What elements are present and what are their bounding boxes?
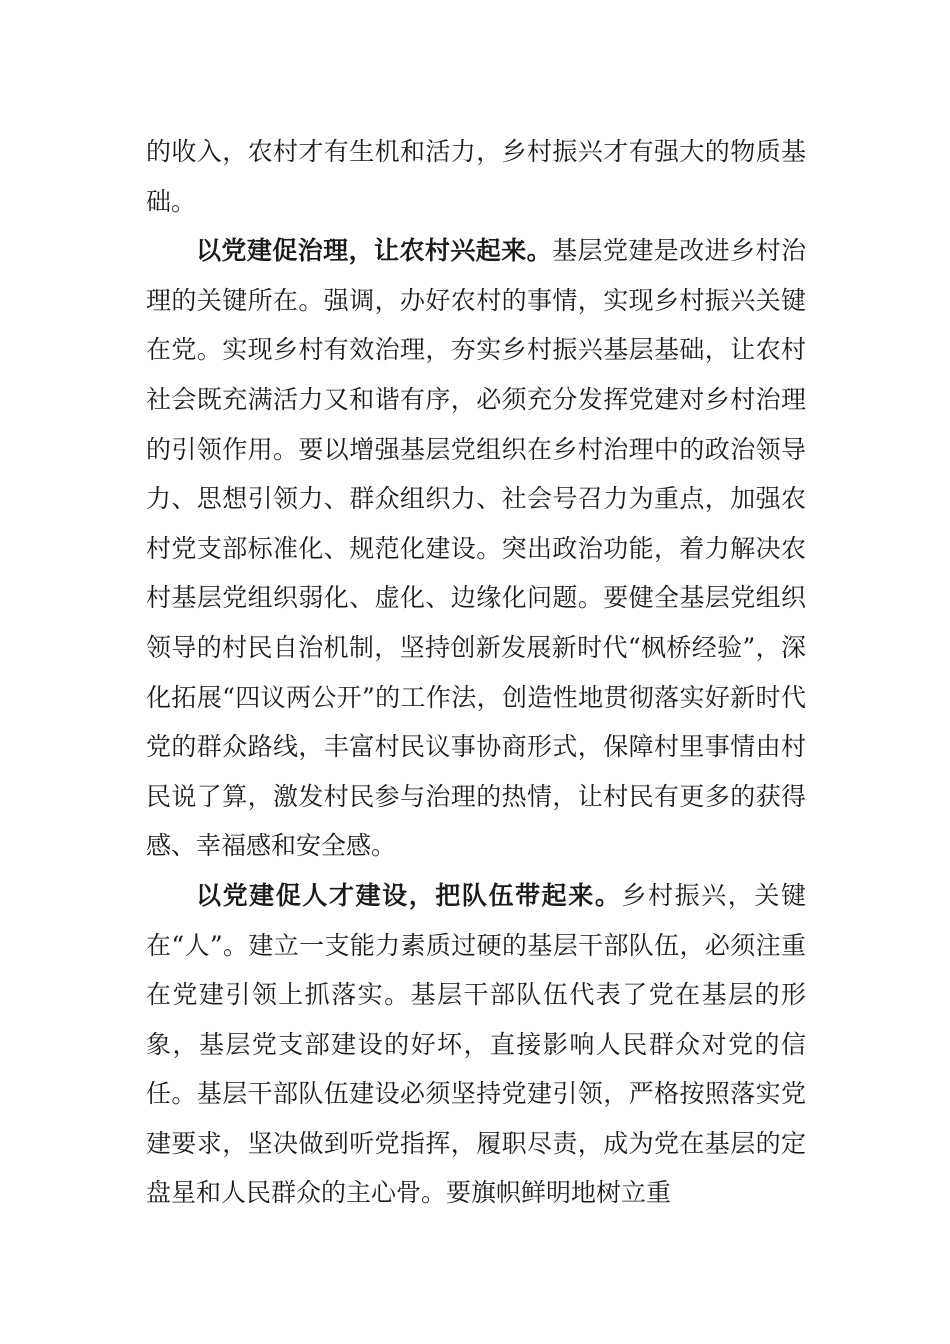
paragraph-text: 基层党建是改进乡村治理的关键所在。强调，办好农村的事情，实现乡村振兴关键在党。实现乡村有效治理，夯实乡村振兴基层基础，让农村社会既充满活力又和谐有序，必须充分发挥党建对乡村治理的引领作用。要以增强基层党组织在乡村治理中的政治领导力、思想引领力、群众组织力、社会号召力为重点，加强农村党支部标准化、规范化建设。突出政治功能，着力解决农村基层党组织弱化、虚化、边缘化问题。要健全基层党组织领导的村民自治机制，坚持创新发展新时代“枫桥经验”，深化拓展“四议两公开”的工作法，创造性地贯彻落实好新时代党的群众路线，丰富村民议事协商形式，保障村里事情由村民说了算，激发村民参与治理的热情，让村民有更多的获得感、幸福感和安全感。 bbox=[146, 236, 806, 861]
paragraph-talent bbox=[146, 871, 806, 1218]
paragraph-lead-heading: 以党建促治理，让农村兴起来。 bbox=[196, 236, 553, 266]
paragraph-text: 乡村振兴，关键在“人”。建立一支能力素质过硬的基层干部队伍，必须注重在党建引领上抓落实。基层干部队伍代表了党在基层的形象，基层党支部建设的好坏，直接影响人民群众对党的信任。基层干部队伍建设必须坚持党建引领，严格按照落实党建要求，坚决做到听党指挥，履职尽责，成为党在基层的定盘星和人民群众的主心骨。要旗帜鲜明地树立重 bbox=[146, 880, 806, 1208]
document-page bbox=[146, 127, 806, 1218]
paragraph-lead-heading: 以党建促人才建设，把队伍带起来。 bbox=[196, 880, 622, 910]
paragraph-governance bbox=[146, 226, 806, 871]
paragraph-text: 的收入，农村才有生机和活力，乡村振兴才有强大的物质基础。 bbox=[146, 137, 806, 216]
paragraph-continuation bbox=[146, 127, 806, 226]
